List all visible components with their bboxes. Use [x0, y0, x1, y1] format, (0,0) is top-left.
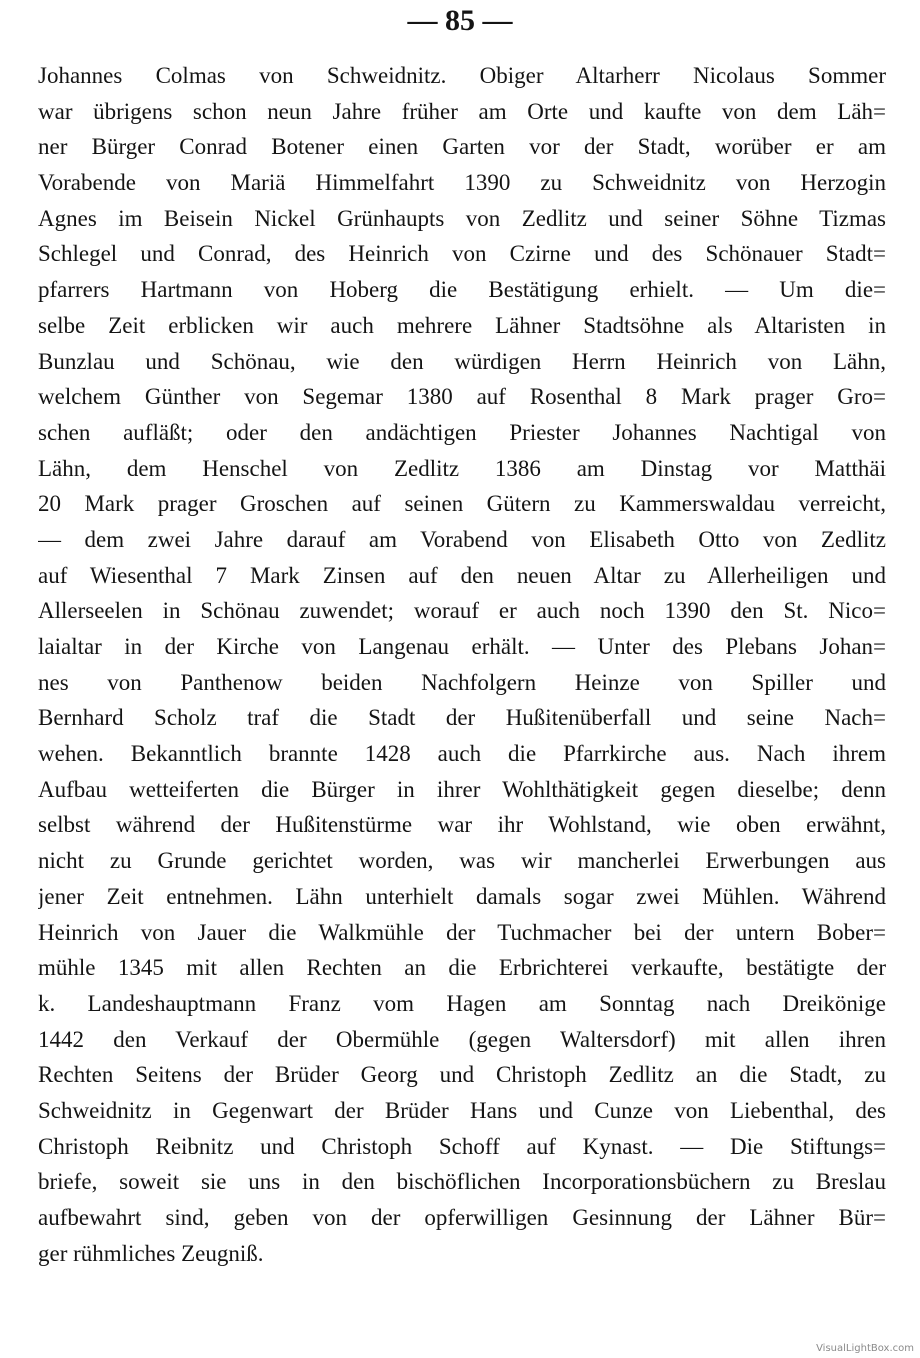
text-line: laialtar in der Kirche von Langenau erhält. — Unter des Plebans Johan=: [38, 634, 886, 659]
text-line: mühle 1345 mit allen Rechten an die Erbrichterei verkaufte, bestätigte der: [38, 955, 886, 981]
watermark: VisualLightBox.com: [816, 1343, 914, 1354]
text-line: Schlegel und Conrad, des Heinrich von Czirne und des Schönauer Stadt=: [38, 241, 886, 267]
text-line: selbe Zeit erblicken wir auch mehrere Lähner Stadtsöhne als Altaristen in: [38, 312, 886, 338]
text-line: schen aufläßt; oder den andächtigen Priester Johannes Nachtigal von: [38, 419, 886, 445]
text-line: wehen. Bekanntlich brannte 1428 auch die Pfarrkirche aus. Nach ihrem: [38, 741, 886, 767]
text-line: welchem Günther von Segemar 1380 auf Rosenthal 8 Mark prager Gro=: [38, 384, 886, 410]
text-line: — dem zwei Jahre darauf am Vorabend von Elisabeth Otto von Zedlitz: [38, 526, 886, 552]
text-line: Allerseelen in Schönau zuwendet; worauf er auch noch 1390 den St. Nico=: [38, 598, 886, 624]
text-line: Rechten Seitens der Brüder Georg und Christoph Zedlitz an die Stadt, zu: [38, 1062, 886, 1088]
text-line: war übrigens schon neun Jahre früher am Orte und kaufte von dem Läh=: [38, 98, 886, 124]
text-line: 1442 den Verkauf der Obermühle (gegen Waltersdorf) mit allen ihren: [38, 1026, 886, 1052]
text-line: briefe, soweit sie uns in den bischöflichen Incorporationsbüchern zu Breslau: [38, 1169, 886, 1195]
text-line: Vorabende von Mariä Himmelfahrt 1390 zu Schweidnitz von Herzogin: [38, 170, 886, 196]
text-line: selbst während der Hußitenstürme war ihr Wohlstand, wie oben erwähnt,: [38, 812, 886, 838]
text-line: 20 Mark prager Groschen auf seinen Gütern zu Kammerswaldau verreicht,: [38, 491, 886, 517]
text-line: auf Wiesenthal 7 Mark Zinsen auf den neuen Altar zu Allerheiligen und: [38, 562, 886, 588]
text-line: jener Zeit entnehmen. Lähn unterhielt damals sogar zwei Mühlen. Während: [38, 883, 886, 909]
text-line: Schweidnitz in Gegenwart der Brüder Hans und Cunze von Liebenthal, des: [38, 1097, 886, 1123]
text-line: Bunzlau und Schönau, wie den würdigen Herrn Heinrich von Lähn,: [38, 348, 886, 374]
body-text: [38, 58, 886, 1271]
text-line: Aufbau wetteiferten die Bürger in ihrer Wohlthätigkeit gegen dieselbe; denn: [38, 776, 886, 802]
text-line: Agnes im Beisein Nickel Grünhaupts von Zedlitz und seiner Söhne Tizmas: [38, 205, 886, 231]
text-line: pfarrers Hartmann von Hoberg die Bestätigung erhielt. — Um die=: [38, 277, 886, 303]
text-line: Bernhard Scholz traf die Stadt der Hußitenüberfall und seine Nach=: [38, 705, 886, 731]
page-number: — 85 —: [407, 4, 513, 37]
text-line: nicht zu Grunde gerichtet worden, was wir mancherlei Erwerbungen aus: [38, 848, 886, 874]
text-line: k. Landeshauptmann Franz vom Hagen am Sonntag nach Dreikönige: [38, 990, 886, 1016]
text-line: ner Bürger Conrad Botener einen Garten vor der Stadt, worüber er am: [38, 134, 886, 160]
text-line: nes von Panthenow beiden Nachfolgern Heinze von Spiller und: [38, 669, 886, 695]
text-line: Christoph Reibnitz und Christoph Schoff auf Kynast. — Die Stiftungs=: [38, 1133, 886, 1159]
text-line: Johannes Colmas von Schweidnitz. Obiger Altarherr Nicolaus Sommer: [38, 63, 886, 88]
text-line: Lähn, dem Henschel von Zedlitz 1386 am Dinstag vor Matthäi: [38, 455, 886, 481]
text-line-last: ger rühmliches Zeugniß.: [38, 1240, 264, 1266]
text-line: Heinrich von Jauer die Walkmühle der Tuchmacher bei der untern Bober=: [38, 919, 886, 945]
text-line: aufbewahrt sind, geben von der opferwilligen Gesinnung der Lähner Bür=: [38, 1205, 886, 1230]
